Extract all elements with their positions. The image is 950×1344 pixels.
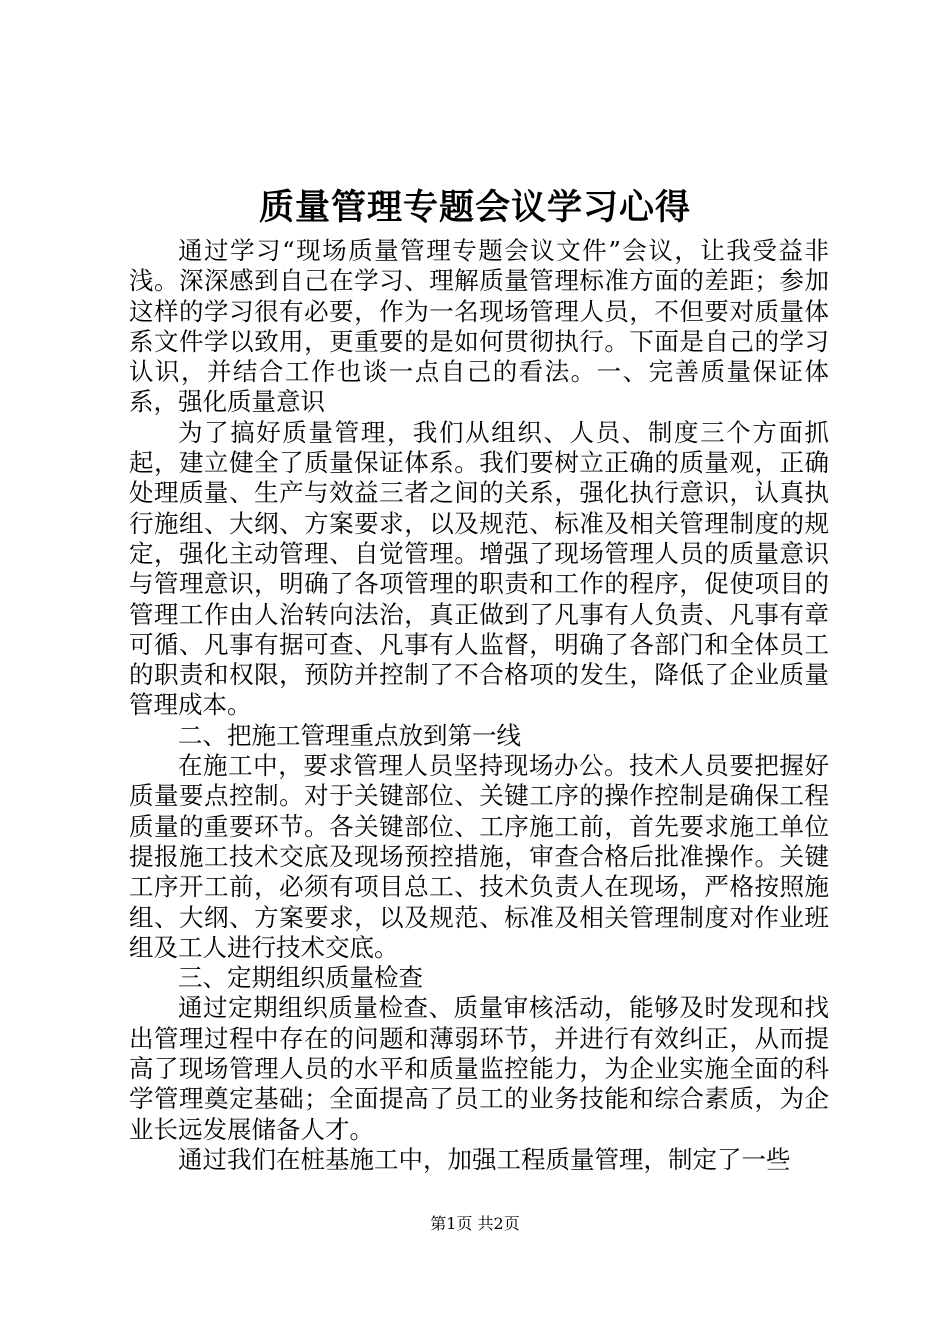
paragraph-quality-system: 为了搞好质量管理，我们从组织、人员、制度三个方面抓起，建立健全了质量保证体系。我们要树立正确的质量观，正确处理质量、生产与效益三者之间的关系，强化执行意识，认真执行施组、大纲、方案要求，以及规范、标准及相关管理制度的规定，强化主动管理、自觉管理。增强了现场管理人员的质量意识与管理意识，明确了各项管理的职责和工作的程序，促使项目的管理工作由人治转向法治，真正做到了凡事有人负责、凡事有章可循、凡事有据可查、凡事有人监督，明确了各部门和全体员工的职责和权限，预防并控制了不合格项的发生，降低了企业质量管理成本。 — [129, 417, 829, 720]
document-title: 质量管理专题会议学习心得 — [258, 187, 691, 228]
paragraph-intro: 通过学习“现场质量管理专题会议文件”会议，让我受益非浅。深深感到自己在学习、理解质量管理标准方面的差距；参加这样的学习很有必要，作为一名现场管理人员，不但要对质量体系文件学以致用，更重要的是如何贯彻执行。下面是自己的学习认识，并结合工作也谈一点自己的看法。一、完善质量保证体系，强化质量意识 — [129, 236, 829, 417]
section-heading-3: 三、定期组织质量检查 — [178, 963, 423, 993]
paragraph-quality-inspection: 通过定期组织质量检查、质量审核活动，能够及时发现和找出管理过程中存在的问题和薄弱环节，并进行有效纠正，从而提高了现场管理人员的水平和质量监控能力，为企业实施全面的科学管理奠定基础；全面提高了员工的业务技能和综合素质，为企业长远发展储备人才。 — [129, 993, 829, 1144]
section-heading-2: 二、把施工管理重点放到第一线 — [178, 720, 521, 750]
document-body — [129, 236, 829, 1175]
paragraph-site-management: 在施工中，要求管理人员坚持现场办公。技术人员要把握好质量要点控制。对于关键部位、关键工序的操作控制是确保工程质量的重要环节。各关键部位、工序施工前，首先要求施工单位提报施工技术交底及现场预控措施，审查合格后批准操作。关键工序开工前，必须有项目总工、技术负责人在现场，严格按照施组、大纲、方案要求，以及规范、标准及相关管理制度对作业班组及工人进行技术交底。 — [129, 751, 829, 962]
page-number-footer: 第1页 共2页 — [430, 1214, 520, 1233]
paragraph-pile-foundation: 通过我们在桩基施工中，加强工程质量管理，制定了一些 — [178, 1144, 791, 1174]
